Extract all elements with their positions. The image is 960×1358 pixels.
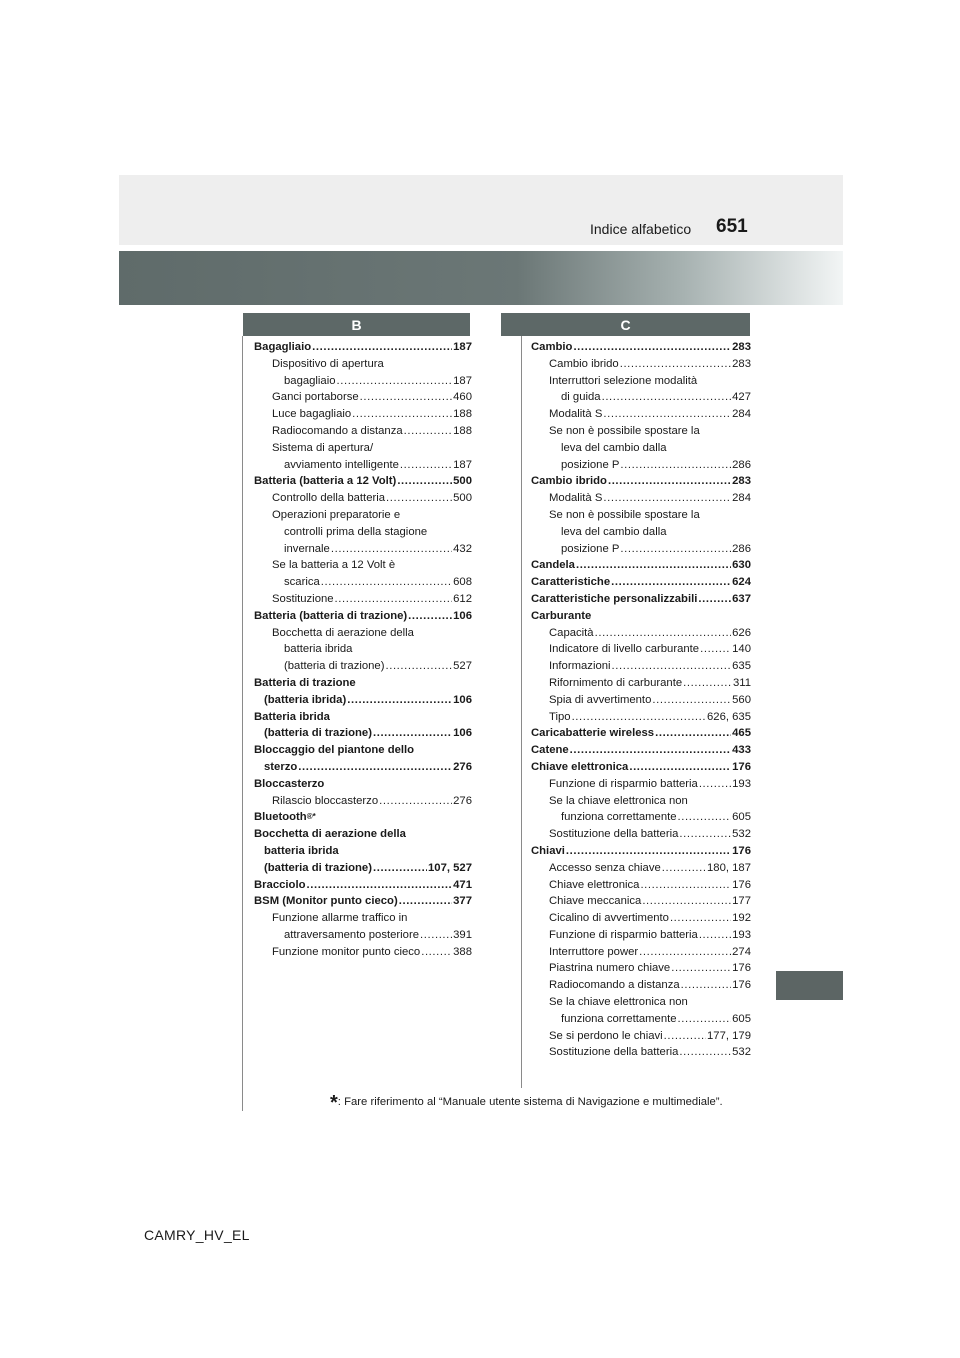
leader-dots bbox=[699, 927, 731, 944]
index-entry bbox=[531, 507, 751, 524]
index-entry-term: sterzo bbox=[264, 760, 298, 773]
index-entry-term: Se non è possibile spostare la bbox=[549, 424, 700, 437]
leader-dots bbox=[595, 625, 732, 642]
index-entry-page: 377 bbox=[453, 895, 472, 908]
leader-dots bbox=[640, 877, 731, 894]
index-entry-term: Accesso senza chiave bbox=[549, 861, 661, 874]
index-entry-term: Se la batteria a 12 Volt è bbox=[272, 559, 396, 572]
index-entry-term: (batteria ibrida) bbox=[264, 693, 347, 706]
index-entry bbox=[254, 625, 472, 642]
index-entry-term: funziona correttamente bbox=[561, 811, 677, 824]
index-entry-page: 188 bbox=[453, 424, 472, 437]
index-entry-page: 532 bbox=[732, 1046, 751, 1059]
index-entry-term: Sistema di apertura/ bbox=[272, 441, 374, 454]
leader-dots bbox=[352, 406, 452, 423]
leader-dots bbox=[360, 389, 452, 406]
index-entry bbox=[254, 742, 472, 759]
index-entry bbox=[531, 843, 751, 860]
index-entry bbox=[254, 339, 472, 356]
index-entry bbox=[254, 776, 472, 793]
index-entry-term: Interruttori selezione modalità bbox=[549, 374, 698, 387]
index-entry bbox=[254, 423, 472, 440]
index-entry bbox=[531, 557, 751, 574]
index-entry bbox=[531, 457, 751, 474]
leader-dots bbox=[603, 490, 731, 507]
leader-dots bbox=[608, 473, 731, 490]
chapter-side-tab bbox=[776, 971, 843, 1000]
index-entry-term: Batteria ibrida bbox=[254, 710, 330, 723]
leader-dots bbox=[683, 675, 732, 692]
index-entry-term: Radiocomando a distanza bbox=[272, 424, 403, 437]
index-entry-page: 177 bbox=[732, 895, 751, 908]
index-entry bbox=[254, 893, 472, 910]
index-entry-term: Piastrina numero chiave bbox=[549, 962, 671, 975]
footnote-text: : Fare riferimento al “Manuale utente sistema di Navigazione e multimediale”. bbox=[337, 1096, 723, 1108]
index-entry-page: 193 bbox=[732, 928, 751, 941]
index-entry-term: BSM (Monitor punto cieco) bbox=[254, 895, 398, 908]
index-entry-term: Sostituzione della batteria bbox=[549, 828, 679, 841]
index-entry-page: 608 bbox=[453, 576, 472, 589]
leader-dots bbox=[576, 557, 731, 574]
leader-dots bbox=[700, 641, 731, 658]
index-entry-page: 187 bbox=[453, 374, 472, 387]
index-entry-term: batteria ibrida bbox=[264, 844, 339, 857]
index-entry bbox=[531, 675, 751, 692]
index-entry bbox=[531, 574, 751, 591]
index-entry bbox=[531, 541, 751, 558]
leader-dots bbox=[421, 944, 452, 961]
index-entry-page: 311 bbox=[732, 676, 751, 689]
index-entry-page: 637 bbox=[732, 592, 751, 605]
leader-dots bbox=[629, 759, 731, 776]
index-entry-term: Rifornimento di carburante bbox=[549, 676, 683, 689]
index-entry bbox=[254, 860, 472, 877]
letter-header-c: C bbox=[501, 313, 750, 336]
index-entry bbox=[531, 356, 751, 373]
index-entry bbox=[531, 389, 751, 406]
index-entry bbox=[531, 809, 751, 826]
leader-dots bbox=[681, 977, 732, 994]
index-entry bbox=[254, 574, 472, 591]
leader-dots bbox=[664, 1028, 706, 1045]
leader-dots bbox=[420, 927, 452, 944]
index-entry-page: 187 bbox=[453, 341, 472, 353]
index-entry bbox=[531, 860, 751, 877]
leader-dots bbox=[306, 877, 452, 894]
leader-dots bbox=[655, 725, 731, 742]
index-entry-term: Bocchetta di aerazione della bbox=[254, 828, 406, 841]
index-entry bbox=[531, 524, 751, 541]
index-entry bbox=[254, 709, 472, 726]
index-entry-page: 176 bbox=[732, 844, 751, 857]
index-entry-term: Batteria di trazione bbox=[254, 676, 356, 689]
index-entry-page: 106 bbox=[453, 693, 472, 706]
index-entry-page: 180, 187 bbox=[707, 861, 751, 874]
index-entry bbox=[531, 742, 751, 759]
index-entry-term: Carburante bbox=[531, 609, 592, 622]
index-entry bbox=[531, 608, 751, 625]
index-entry bbox=[254, 507, 472, 524]
leader-dots bbox=[373, 860, 427, 877]
leader-dots bbox=[321, 574, 452, 591]
leader-dots bbox=[652, 692, 731, 709]
index-entry-term: batteria ibrida bbox=[284, 643, 353, 656]
index-entry bbox=[254, 826, 472, 843]
header-gradient-bar bbox=[119, 251, 843, 305]
index-entry-page: 605 bbox=[732, 811, 751, 824]
index-entry-page: 140 bbox=[732, 643, 751, 656]
index-entry-page: 283 bbox=[732, 357, 751, 370]
index-entry bbox=[531, 339, 751, 356]
leader-dots bbox=[404, 423, 453, 440]
index-entry-term: (batteria di trazione) bbox=[264, 861, 372, 874]
index-entry-term: Batteria (batteria a 12 Volt) bbox=[254, 475, 397, 488]
index-entry-page: 193 bbox=[732, 777, 751, 790]
index-entry-term: Se la chiave elettronica non bbox=[549, 996, 688, 1009]
index-entry-page: 192 bbox=[732, 912, 751, 925]
leader-dots bbox=[602, 389, 732, 406]
index-entry-page: 605 bbox=[732, 1012, 751, 1025]
leader-dots bbox=[678, 809, 732, 826]
index-entry bbox=[531, 658, 751, 675]
index-entry-term: leva del cambio dalla bbox=[561, 525, 667, 538]
index-entry-term: di guida bbox=[561, 391, 601, 404]
index-entry-term: Bloccasterzo bbox=[254, 777, 325, 790]
index-entry-term: Controllo della batteria bbox=[272, 492, 386, 505]
leader-dots bbox=[331, 541, 452, 558]
index-entry-page: 500 bbox=[453, 492, 472, 505]
index-entry-page: 286 bbox=[732, 542, 751, 555]
index-entry bbox=[254, 759, 472, 776]
leader-dots bbox=[620, 356, 731, 373]
index-entry-page: 107, 527 bbox=[428, 861, 472, 874]
leader-dots bbox=[298, 759, 452, 776]
index-column-c bbox=[531, 339, 751, 1061]
index-entry bbox=[531, 1011, 751, 1028]
index-entry-page: 177, 179 bbox=[707, 1029, 751, 1042]
index-entry bbox=[531, 776, 751, 793]
index-entry bbox=[531, 625, 751, 642]
index-entry bbox=[254, 725, 472, 742]
index-entry-term: Ganci portaborse bbox=[272, 391, 359, 404]
index-entry-page: 283 bbox=[732, 475, 751, 488]
column-divider-middle bbox=[521, 336, 522, 1088]
index-entry-term: Candela bbox=[531, 559, 575, 572]
index-entry-page: 106 bbox=[453, 727, 472, 740]
index-entry bbox=[254, 843, 472, 860]
index-entry-page: 391 bbox=[453, 928, 472, 941]
leader-dots bbox=[620, 541, 731, 558]
index-entry-term: Modalità S bbox=[549, 492, 603, 505]
index-entry-term: Chiavi bbox=[531, 844, 565, 857]
index-entry-page: 187 bbox=[453, 458, 472, 471]
index-entry-page: 626, 635 bbox=[707, 710, 751, 723]
index-entry-term: Cicalino di avvertimento bbox=[549, 912, 669, 925]
index-entry-page: 276 bbox=[453, 794, 472, 807]
index-entry bbox=[531, 893, 751, 910]
leader-dots bbox=[671, 960, 731, 977]
index-entry bbox=[531, 927, 751, 944]
footnote-marker: * bbox=[330, 1092, 338, 1114]
index-entry-term: Funzione monitor punto cieco bbox=[272, 945, 421, 958]
index-entry-term: funziona correttamente bbox=[561, 1012, 677, 1025]
index-entry-term: Cambio ibrido bbox=[549, 357, 619, 370]
leader-dots bbox=[642, 893, 731, 910]
model-code: CAMRY_HV_EL bbox=[144, 1227, 250, 1243]
index-entry-term: Bloccaggio del piantone dello bbox=[254, 744, 415, 757]
index-entry-term: Bracciolo bbox=[254, 878, 306, 891]
index-entry-page: 176 bbox=[732, 878, 751, 891]
leader-dots bbox=[397, 473, 452, 490]
index-entry bbox=[254, 440, 472, 457]
leader-dots bbox=[386, 490, 452, 507]
index-entry bbox=[531, 692, 751, 709]
leader-dots bbox=[678, 1011, 732, 1028]
index-entry-page: 527 bbox=[453, 660, 472, 673]
index-entry bbox=[254, 541, 472, 558]
index-entry bbox=[531, 490, 751, 507]
index-entry bbox=[531, 406, 751, 423]
index-entry bbox=[254, 406, 472, 423]
index-entry-term: bagagliaio bbox=[284, 374, 336, 387]
index-entry-term: Chiave elettronica bbox=[531, 760, 629, 773]
index-entry bbox=[531, 440, 751, 457]
index-entry bbox=[531, 725, 751, 742]
index-entry-term: Caratteristiche personalizzabili bbox=[531, 592, 698, 605]
index-entry-page: 624 bbox=[732, 576, 751, 589]
index-entry bbox=[531, 709, 751, 726]
index-entry-term: (batteria di trazione) bbox=[264, 727, 372, 740]
index-entry bbox=[531, 826, 751, 843]
index-entry-term: Funzione allarme traffico in bbox=[272, 912, 408, 925]
index-entry bbox=[254, 591, 472, 608]
index-entry-term: Caratteristiche bbox=[531, 576, 611, 589]
index-entry-term: invernale bbox=[284, 542, 330, 555]
index-entry bbox=[531, 793, 751, 810]
index-entry-term: Radiocomando a distanza bbox=[549, 979, 680, 992]
index-entry-page: 532 bbox=[732, 828, 751, 841]
index-entry-page: 276 bbox=[453, 760, 472, 773]
index-entry-page: 283 bbox=[732, 341, 751, 353]
index-entry-term: Chiave meccanica bbox=[549, 895, 642, 908]
index-entry-term: Batteria (batteria di trazione) bbox=[254, 609, 408, 622]
index-entry bbox=[254, 910, 472, 927]
index-entry-term: Modalità S bbox=[549, 408, 603, 421]
index-entry-page: 176 bbox=[732, 962, 751, 975]
index-entry bbox=[254, 389, 472, 406]
index-entry-term: (batteria di trazione) bbox=[284, 660, 385, 673]
leader-dots bbox=[662, 860, 706, 877]
index-entry-term: avviamento intelligente bbox=[284, 458, 399, 471]
leader-dots bbox=[639, 944, 731, 961]
index-entry-term: Tipo bbox=[549, 710, 571, 723]
leader-dots bbox=[573, 339, 731, 356]
index-entry bbox=[254, 658, 472, 675]
index-entry-term: attraversamento posteriore bbox=[284, 928, 419, 941]
index-entry-term: controlli prima della stagione bbox=[284, 525, 428, 538]
leader-dots bbox=[385, 658, 452, 675]
index-entry-term: scarica bbox=[284, 576, 320, 589]
index-entry-page: 284 bbox=[732, 492, 751, 505]
index-entry-page: 284 bbox=[732, 408, 751, 421]
leader-dots bbox=[337, 373, 453, 390]
index-entry bbox=[531, 877, 751, 894]
index-entry bbox=[254, 692, 472, 709]
index-entry-superscript: ®* bbox=[306, 812, 316, 822]
index-entry-page: 630 bbox=[732, 559, 751, 572]
index-entry-term: Bagagliaio bbox=[254, 341, 312, 353]
index-entry bbox=[254, 675, 472, 692]
leader-dots bbox=[620, 457, 731, 474]
index-entry-page: 188 bbox=[453, 408, 472, 421]
index-entry bbox=[254, 809, 472, 826]
index-entry-term: Interruttore power bbox=[549, 945, 639, 958]
index-entry-term: Informazioni bbox=[549, 660, 611, 673]
leader-dots bbox=[335, 591, 453, 608]
leader-dots bbox=[373, 725, 452, 742]
index-entry bbox=[254, 927, 472, 944]
index-entry bbox=[254, 641, 472, 658]
leader-dots bbox=[612, 658, 732, 675]
index-entry bbox=[531, 1044, 751, 1061]
index-entry-term: Spia di avvertimento bbox=[549, 693, 652, 706]
index-entry bbox=[531, 994, 751, 1011]
leader-dots bbox=[603, 406, 731, 423]
section-title: Indice alfabetico bbox=[590, 221, 692, 237]
leader-dots bbox=[347, 692, 452, 709]
index-entry bbox=[254, 373, 472, 390]
index-entry-term: Funzione di risparmio batteria bbox=[549, 928, 698, 941]
index-entry-term: Funzione di risparmio batteria bbox=[549, 777, 698, 790]
index-entry-page: 500 bbox=[453, 475, 472, 488]
leader-dots bbox=[699, 776, 731, 793]
index-entry-term: Luce bagagliaio bbox=[272, 408, 352, 421]
index-entry-page: 427 bbox=[732, 391, 751, 404]
index-entry bbox=[531, 910, 751, 927]
index-entry bbox=[531, 977, 751, 994]
index-entry-term: Sostituzione della batteria bbox=[549, 1046, 679, 1059]
index-entry bbox=[254, 608, 472, 625]
index-entry bbox=[254, 473, 472, 490]
index-entry bbox=[254, 793, 472, 810]
index-entry-page: 432 bbox=[453, 542, 472, 555]
index-entry-term: Rilascio bloccasterzo bbox=[272, 794, 379, 807]
index-entry bbox=[531, 944, 751, 961]
index-entry-term: Catene bbox=[531, 744, 569, 757]
leader-dots bbox=[566, 843, 731, 860]
index-entry-term: posizione P bbox=[561, 542, 620, 555]
index-entry-term: Se non è possibile spostare la bbox=[549, 508, 700, 521]
index-entry-page: 388 bbox=[453, 945, 472, 958]
index-entry-term: Cambio bbox=[531, 341, 573, 353]
index-entry-page: 560 bbox=[732, 693, 751, 706]
leader-dots bbox=[611, 574, 731, 591]
index-entry-term: Sostituzione bbox=[272, 592, 334, 605]
index-entry-page: 635 bbox=[732, 660, 751, 673]
letter-header-b: B bbox=[243, 313, 470, 336]
index-entry-page: 612 bbox=[453, 592, 472, 605]
index-entry bbox=[531, 759, 751, 776]
index-entry-page: 626 bbox=[732, 626, 751, 639]
index-entry bbox=[531, 473, 751, 490]
index-entry-page: 176 bbox=[732, 760, 751, 773]
leader-dots bbox=[399, 893, 452, 910]
index-entry-page: 106 bbox=[453, 609, 472, 622]
leader-dots bbox=[570, 742, 731, 759]
index-entry-term: Indicatore di livello carburante bbox=[549, 643, 700, 656]
leader-dots bbox=[400, 457, 452, 474]
index-entry bbox=[531, 373, 751, 390]
index-entry-term: Cambio ibrido bbox=[531, 475, 607, 488]
index-entry-page: 176 bbox=[732, 979, 751, 992]
index-entry-page: 433 bbox=[732, 744, 751, 757]
column-divider-left bbox=[242, 336, 243, 1111]
index-entry bbox=[531, 423, 751, 440]
index-entry bbox=[254, 524, 472, 541]
index-entry bbox=[254, 557, 472, 574]
leader-dots bbox=[572, 709, 706, 726]
index-entry bbox=[254, 944, 472, 961]
leader-dots bbox=[670, 910, 731, 927]
index-entry-term: Se si perdono le chiavi bbox=[549, 1029, 663, 1042]
index-entry-term: Bluetooth bbox=[254, 811, 307, 824]
index-entry-term: Chiave elettronica bbox=[549, 878, 640, 891]
index-entry-term: Se la chiave elettronica non bbox=[549, 794, 688, 807]
index-entry bbox=[531, 1028, 751, 1045]
index-entry-page: 274 bbox=[732, 945, 751, 958]
leader-dots bbox=[379, 793, 452, 810]
index-column-b bbox=[254, 339, 472, 960]
index-entry bbox=[254, 356, 472, 373]
index-entry bbox=[531, 641, 751, 658]
leader-dots bbox=[679, 1044, 731, 1061]
index-entry bbox=[531, 960, 751, 977]
index-entry-page: 286 bbox=[732, 458, 751, 471]
index-entry-term: Capacità bbox=[549, 626, 594, 639]
leader-dots bbox=[679, 826, 731, 843]
leader-dots bbox=[698, 591, 731, 608]
index-entry-page: 465 bbox=[732, 727, 751, 740]
index-entry-term: Bocchetta di aerazione della bbox=[272, 626, 414, 639]
index-entry bbox=[254, 877, 472, 894]
index-entry-term: Operazioni preparatorie e bbox=[272, 508, 401, 521]
index-entry-term: posizione P bbox=[561, 458, 620, 471]
footnote bbox=[330, 1092, 723, 1115]
index-entry bbox=[531, 591, 751, 608]
index-entry-term: Caricabatterie wireless bbox=[531, 727, 655, 740]
index-entry bbox=[254, 490, 472, 507]
index-entry-term: Dispositivo di apertura bbox=[272, 357, 384, 370]
leader-dots bbox=[312, 339, 452, 356]
index-entry bbox=[254, 457, 472, 474]
index-entry-page: 460 bbox=[453, 391, 472, 404]
index-entry-term: leva del cambio dalla bbox=[561, 441, 667, 454]
leader-dots bbox=[408, 608, 452, 625]
index-entry-page: 471 bbox=[453, 878, 472, 891]
page-number: 651 bbox=[716, 216, 748, 237]
